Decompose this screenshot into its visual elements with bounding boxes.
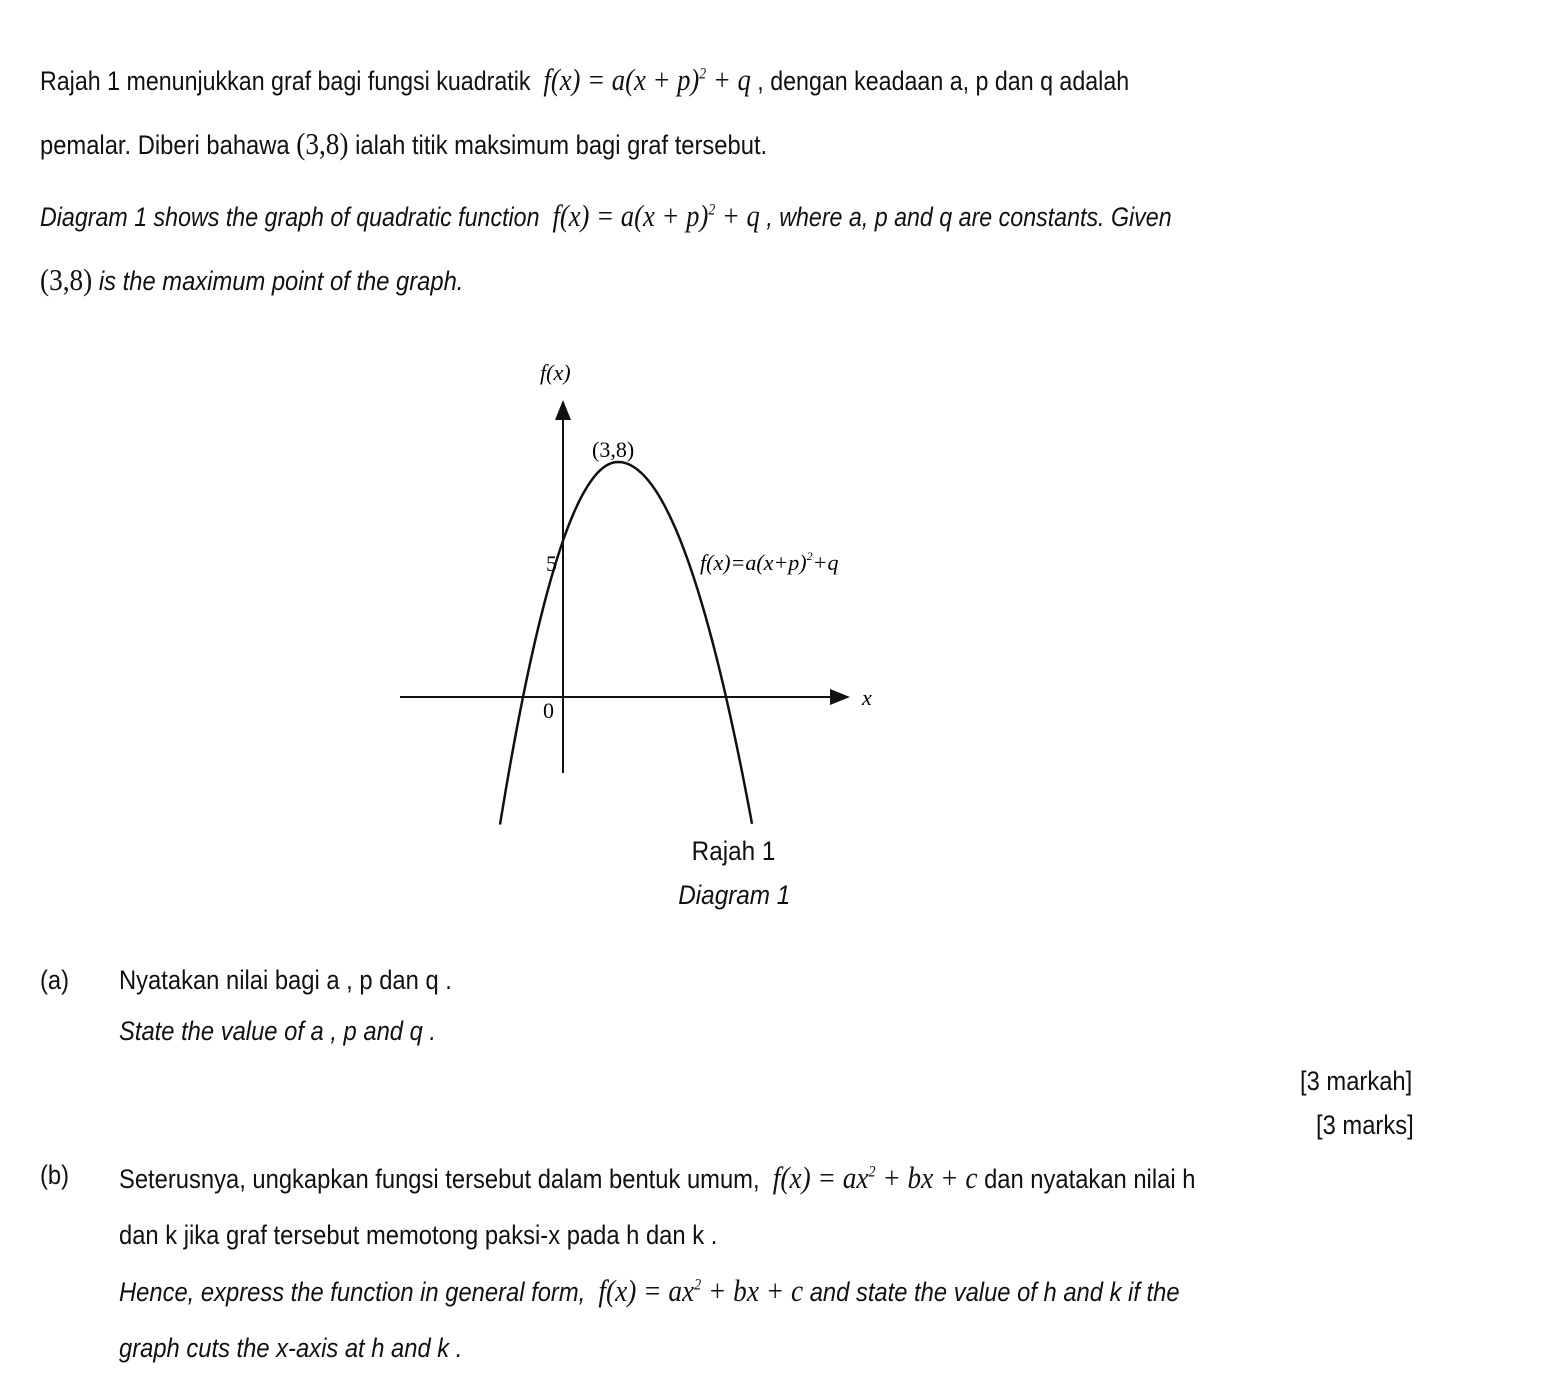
part-a-label: (a)	[40, 965, 70, 995]
part-a-english: State the value of a , p and q .	[119, 1016, 437, 1046]
marks-malay: [3 markah]	[1300, 1066, 1413, 1096]
text: pemalar. Diberi bahawa	[40, 130, 290, 160]
part-b-malay-line-2: dan k jika graf tersebut memotong paksi-x pada h dan k .	[119, 1220, 718, 1250]
max-point: (3,8)	[40, 262, 93, 297]
y-axis-label: f(x)	[540, 360, 571, 385]
text: Diagram 1 shows the graph of quadratic function	[40, 202, 540, 232]
text: Rajah 1 menunjukkan graf bagi fungsi kuadratik	[40, 66, 531, 96]
general-form: $f(x) = ax^2$ + bx + c	[598, 1273, 804, 1308]
diagram-caption-english: Diagram 1	[678, 880, 791, 910]
y-intercept-label: 5	[546, 551, 557, 576]
max-point: (3,8)	[296, 126, 349, 161]
vertex-label: (3,8)	[592, 437, 635, 462]
part-a-malay: Nyatakan nilai bagi a , p dan q .	[119, 965, 452, 995]
part-b-malay-line-1	[119, 1160, 1195, 1196]
part-b-english-line-1	[119, 1273, 1180, 1309]
part-b-english-line-2: graph cuts the x-axis at h and k .	[119, 1333, 463, 1363]
text: ialah titik maksimum bagi graf tersebut.	[355, 130, 768, 160]
text: and state the value of h and k if the	[809, 1277, 1180, 1307]
origin-label: 0	[543, 698, 554, 723]
parabola-curve	[500, 462, 752, 825]
text: Seterusnya, ungkapkan fungsi tersebut dalam bentuk umum,	[119, 1164, 760, 1194]
part-b-label: (b)	[40, 1160, 70, 1190]
x-axis-label: x	[862, 685, 872, 710]
general-form: $f(x) = ax^2$ + bx + c	[772, 1160, 978, 1195]
text: dan nyatakan nilai h	[984, 1164, 1196, 1194]
formula: $f(x) = a(x + p)^2 + q$	[543, 62, 751, 97]
curve-label: $f(x)=a(x+p)^2+q$	[700, 549, 839, 575]
formula: $f(x) = a(x + p)^2 + q$	[552, 198, 760, 233]
text: is the maximum point of the graph.	[98, 266, 464, 296]
text: Hence, express the function in general form,	[119, 1277, 586, 1307]
text: , dengan keadaan a, p dan q adalah	[757, 66, 1130, 96]
marks-english: [3 marks]	[1316, 1110, 1414, 1140]
text: , where a, p and q are constants. Given	[766, 202, 1172, 232]
diagram-caption-malay: Rajah 1	[691, 836, 776, 866]
